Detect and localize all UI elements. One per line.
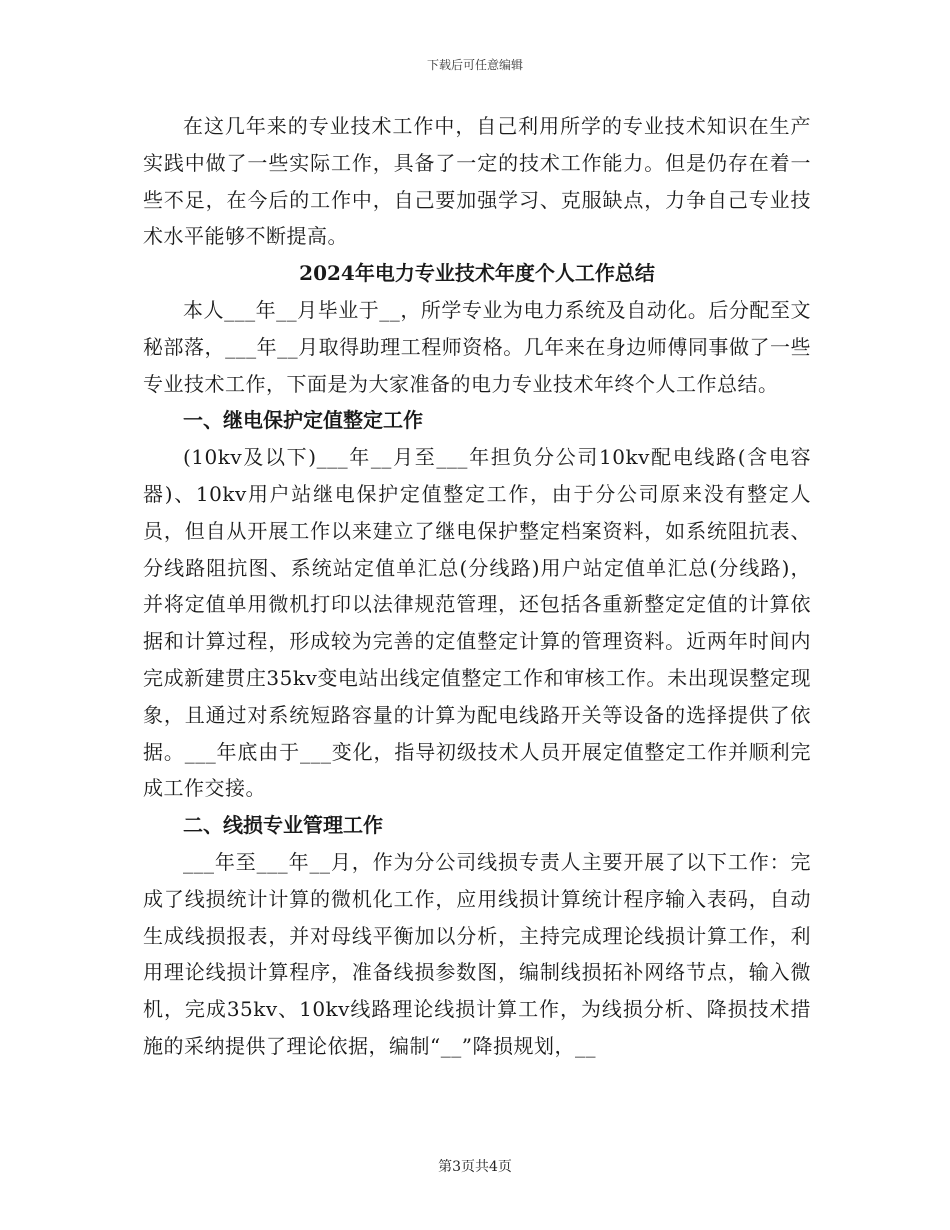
- document-title: 2024年电力专业技术年度个人工作总结: [299, 261, 655, 286]
- page-number-footer: 第3页共4页: [438, 1159, 512, 1175]
- page-header-note: 下载后可任意编辑: [426, 58, 523, 72]
- paragraph-intro-self: 本人___年__月毕业于__，所学专业为电力系统及自动化。后分配至文秘部落，___年__月取得助理工程师资格。几年来在身边师傅同事做了一些专业技术工作，下面是为大家准备的电力专业技术年终个人工作总结。: [143, 297, 811, 396]
- section-heading-relay-protection: 一、继电保护定值整定工作: [183, 408, 423, 433]
- paragraph-line-loss: ___年至___年__月，作为分公司线损专责人主要开展了以下工作：完成了线损统计计算的微机化工作，应用线损计算统计程序输入表码，自动生成线损报表，并对母线平衡加以分析，主持完成理论线损计算工作，利用理论线损计算程序，准备线损参数图，编制线损拓补网络节点，输入微机，完成35kv、10kv线路理论线损计算工作，为线损分析、降损技术措施的采纳提供了理论依据，编制“__”降损规划，__: [143, 849, 811, 1058]
- paragraph-relay-protection: (10kv及以下)___年__月至___年担负分公司10kv配电线路(含电容器)、10kv用户站继电保护定值整定工作，由于分公司原来没有整定人员，但自从开展工作以来建立了继电保护整定档案资料，如系统阻抗表、分线路阻抗图、系统站定值单汇总(分线路)用户站定值单汇总(分线路)，并将定值单用微机打印以法律规范管理，还包括各重新整定定值的计算依据和计算过程，形成较为完善的定值整定计算的管理资料。近两年时间内完成新建贯庄35kv变电站出线定值整定工作和审核工作。未出现误整定现象，且通过对系统短路容量的计算为配电线路开关等设备的选择提供了依据。___年底由于___变化，指导初级技术人员开展定值整定工作并顺利完成工作交接。: [143, 445, 811, 801]
- section-heading-line-loss: 二、线损专业管理工作: [183, 813, 383, 838]
- intro-paragraph: 在这几年来的专业技术工作中，自己利用所学的专业技术知识在生产实践中做了一些实际工作，具备了一定的技术工作能力。但是仍存在着一些不足，在今后的工作中，自己要加强学习、克服缺点，力争自己专业技术水平能够不断提高。: [143, 114, 811, 249]
- document-body: [143, 108, 811, 1065]
